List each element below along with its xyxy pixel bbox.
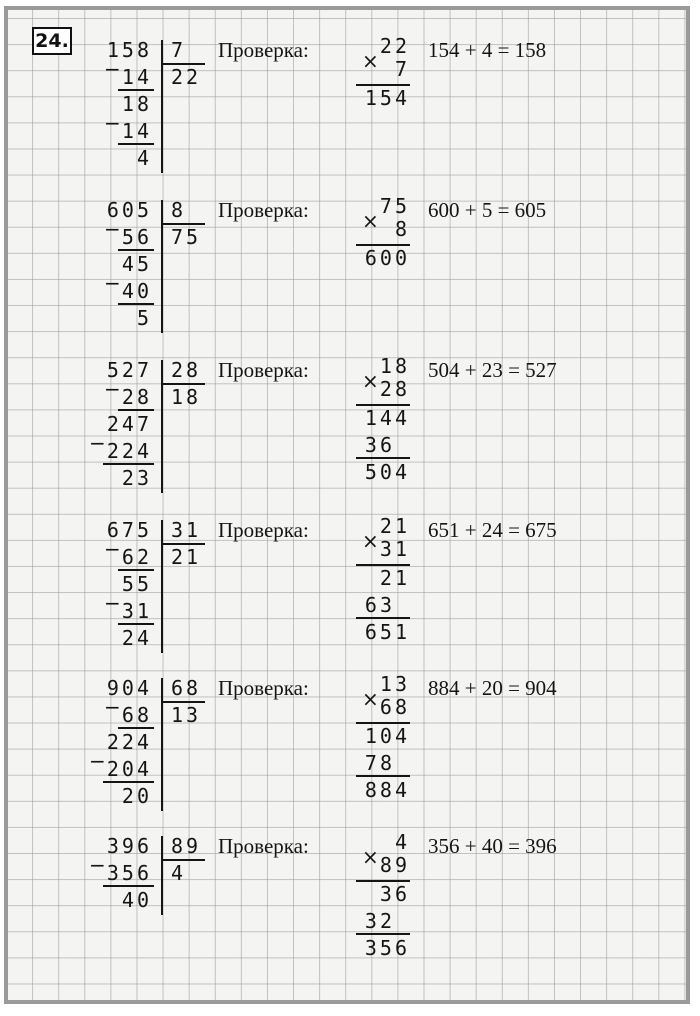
multiplicand: 13 bbox=[379, 672, 410, 696]
subtrahend: 68 bbox=[121, 703, 152, 727]
check-equation: 356 + 40 = 396 bbox=[428, 834, 557, 858]
partial-dividend: 224 bbox=[106, 730, 152, 754]
graph-paper-sheet bbox=[4, 6, 690, 1004]
times-sign: × bbox=[362, 369, 379, 393]
product: 356 bbox=[364, 936, 410, 960]
subtraction-line bbox=[103, 781, 154, 783]
subtraction-line bbox=[118, 569, 154, 571]
multiplicand: 4 bbox=[394, 830, 410, 854]
subtraction-line bbox=[118, 249, 154, 251]
partial-dividend: 18 bbox=[121, 92, 152, 116]
minus-sign: − bbox=[89, 749, 106, 773]
subtraction-line bbox=[118, 623, 154, 625]
subtrahend: 14 bbox=[121, 119, 152, 143]
partial-product: 21 bbox=[379, 566, 410, 590]
sum-line bbox=[356, 775, 410, 777]
multiplicand: 21 bbox=[379, 514, 410, 538]
partial-product: 63 bbox=[364, 593, 395, 617]
multiplicand: 75 bbox=[379, 194, 410, 218]
partial-dividend: 45 bbox=[121, 252, 152, 276]
subtrahend: 56 bbox=[121, 225, 152, 249]
divisor-underline bbox=[161, 383, 205, 385]
remainder: 5 bbox=[136, 306, 152, 330]
minus-sign: − bbox=[104, 217, 121, 241]
partial-product: 36 bbox=[379, 882, 410, 906]
check-label: Проверка: bbox=[218, 676, 309, 700]
partial-product: 144 bbox=[364, 406, 410, 430]
division-bar bbox=[161, 520, 163, 653]
sum-line bbox=[356, 933, 410, 935]
multiplier: 31 bbox=[379, 537, 410, 561]
divisor-underline bbox=[161, 543, 205, 545]
check-label: Проверка: bbox=[218, 834, 309, 858]
check-equation: 504 + 23 = 527 bbox=[428, 358, 557, 382]
times-sign: × bbox=[362, 687, 379, 711]
division-bar bbox=[161, 678, 163, 811]
minus-sign: − bbox=[104, 57, 121, 81]
check-label: Проверка: bbox=[218, 198, 309, 222]
dividend: 158 bbox=[106, 38, 152, 62]
divisor-underline bbox=[161, 701, 205, 703]
minus-sign: − bbox=[89, 853, 106, 877]
dividend: 904 bbox=[106, 676, 152, 700]
subtraction-line bbox=[118, 89, 154, 91]
times-sign: × bbox=[362, 529, 379, 553]
multiplicand: 22 bbox=[379, 34, 410, 58]
product: 154 bbox=[364, 86, 410, 110]
partial-dividend: 55 bbox=[121, 572, 152, 596]
division-bar bbox=[161, 40, 163, 173]
product: 651 bbox=[364, 620, 410, 644]
subtrahend: 28 bbox=[121, 385, 152, 409]
quotient: 75 bbox=[171, 225, 202, 249]
subtraction-line bbox=[103, 463, 154, 465]
partial-product: 104 bbox=[364, 724, 410, 748]
subtraction-line bbox=[118, 303, 154, 305]
product: 884 bbox=[364, 778, 410, 802]
quotient: 13 bbox=[171, 703, 202, 727]
division-bar bbox=[161, 200, 163, 333]
minus-sign: − bbox=[89, 431, 106, 455]
multiplicand: 18 bbox=[379, 354, 410, 378]
divisor-underline bbox=[161, 859, 205, 861]
partial-dividend: 247 bbox=[106, 412, 152, 436]
minus-sign: − bbox=[104, 377, 121, 401]
check-equation: 651 + 24 = 675 bbox=[428, 518, 557, 542]
divisor-underline bbox=[161, 63, 205, 65]
sum-line bbox=[356, 617, 410, 619]
divisor: 28 bbox=[171, 358, 202, 382]
subtrahend: 31 bbox=[121, 599, 152, 623]
subtraction-line bbox=[118, 409, 154, 411]
partial-product: 32 bbox=[364, 909, 395, 933]
minus-sign: − bbox=[104, 111, 121, 135]
remainder: 40 bbox=[121, 888, 152, 912]
divisor: 7 bbox=[171, 38, 187, 62]
subtrahend: 40 bbox=[121, 279, 152, 303]
dividend: 396 bbox=[106, 834, 152, 858]
quotient: 21 bbox=[171, 545, 202, 569]
division-bar bbox=[161, 836, 163, 915]
quotient: 22 bbox=[171, 65, 202, 89]
remainder: 23 bbox=[121, 466, 152, 490]
multiplier: 68 bbox=[379, 695, 410, 719]
minus-sign: − bbox=[104, 695, 121, 719]
multiplier: 8 bbox=[394, 217, 410, 241]
quotient: 18 bbox=[171, 385, 202, 409]
divisor: 89 bbox=[171, 834, 202, 858]
subtrahend: 62 bbox=[121, 545, 152, 569]
subtraction-line bbox=[103, 885, 154, 887]
multiplier: 28 bbox=[379, 377, 410, 401]
check-equation: 154 + 4 = 158 bbox=[428, 38, 547, 62]
times-sign: × bbox=[362, 209, 379, 233]
check-label: Проверка: bbox=[218, 38, 309, 62]
dividend: 527 bbox=[106, 358, 152, 382]
divisor: 68 bbox=[171, 676, 202, 700]
divisor: 8 bbox=[171, 198, 187, 222]
divisor: 31 bbox=[171, 518, 202, 542]
subtrahend: 14 bbox=[121, 65, 152, 89]
check-label: Проверка: bbox=[218, 358, 309, 382]
division-bar bbox=[161, 360, 163, 493]
remainder: 20 bbox=[121, 784, 152, 808]
partial-product: 78 bbox=[364, 751, 395, 775]
subtraction-line bbox=[118, 727, 154, 729]
product: 504 bbox=[364, 460, 410, 484]
subtraction-line bbox=[118, 143, 154, 145]
minus-sign: − bbox=[104, 271, 121, 295]
product: 600 bbox=[364, 246, 410, 270]
minus-sign: − bbox=[104, 591, 121, 615]
times-sign: × bbox=[362, 845, 379, 869]
check-equation: 600 + 5 = 605 bbox=[428, 198, 547, 222]
subtrahend: 204 bbox=[106, 757, 152, 781]
minus-sign: − bbox=[104, 537, 121, 561]
check-equation: 884 + 20 = 904 bbox=[428, 676, 557, 700]
dividend: 605 bbox=[106, 198, 152, 222]
subtrahend: 224 bbox=[106, 439, 152, 463]
times-sign: × bbox=[362, 49, 379, 73]
check-label: Проверка: bbox=[218, 518, 309, 542]
multiplier: 89 bbox=[379, 853, 410, 877]
sum-line bbox=[356, 457, 410, 459]
partial-product: 36 bbox=[364, 433, 395, 457]
remainder: 4 bbox=[136, 146, 152, 170]
multiplier: 7 bbox=[394, 57, 410, 81]
quotient: 4 bbox=[171, 861, 187, 885]
exercise-number-badge: 24. bbox=[32, 27, 72, 55]
dividend: 675 bbox=[106, 518, 152, 542]
divisor-underline bbox=[161, 223, 205, 225]
subtrahend: 356 bbox=[106, 861, 152, 885]
remainder: 24 bbox=[121, 626, 152, 650]
